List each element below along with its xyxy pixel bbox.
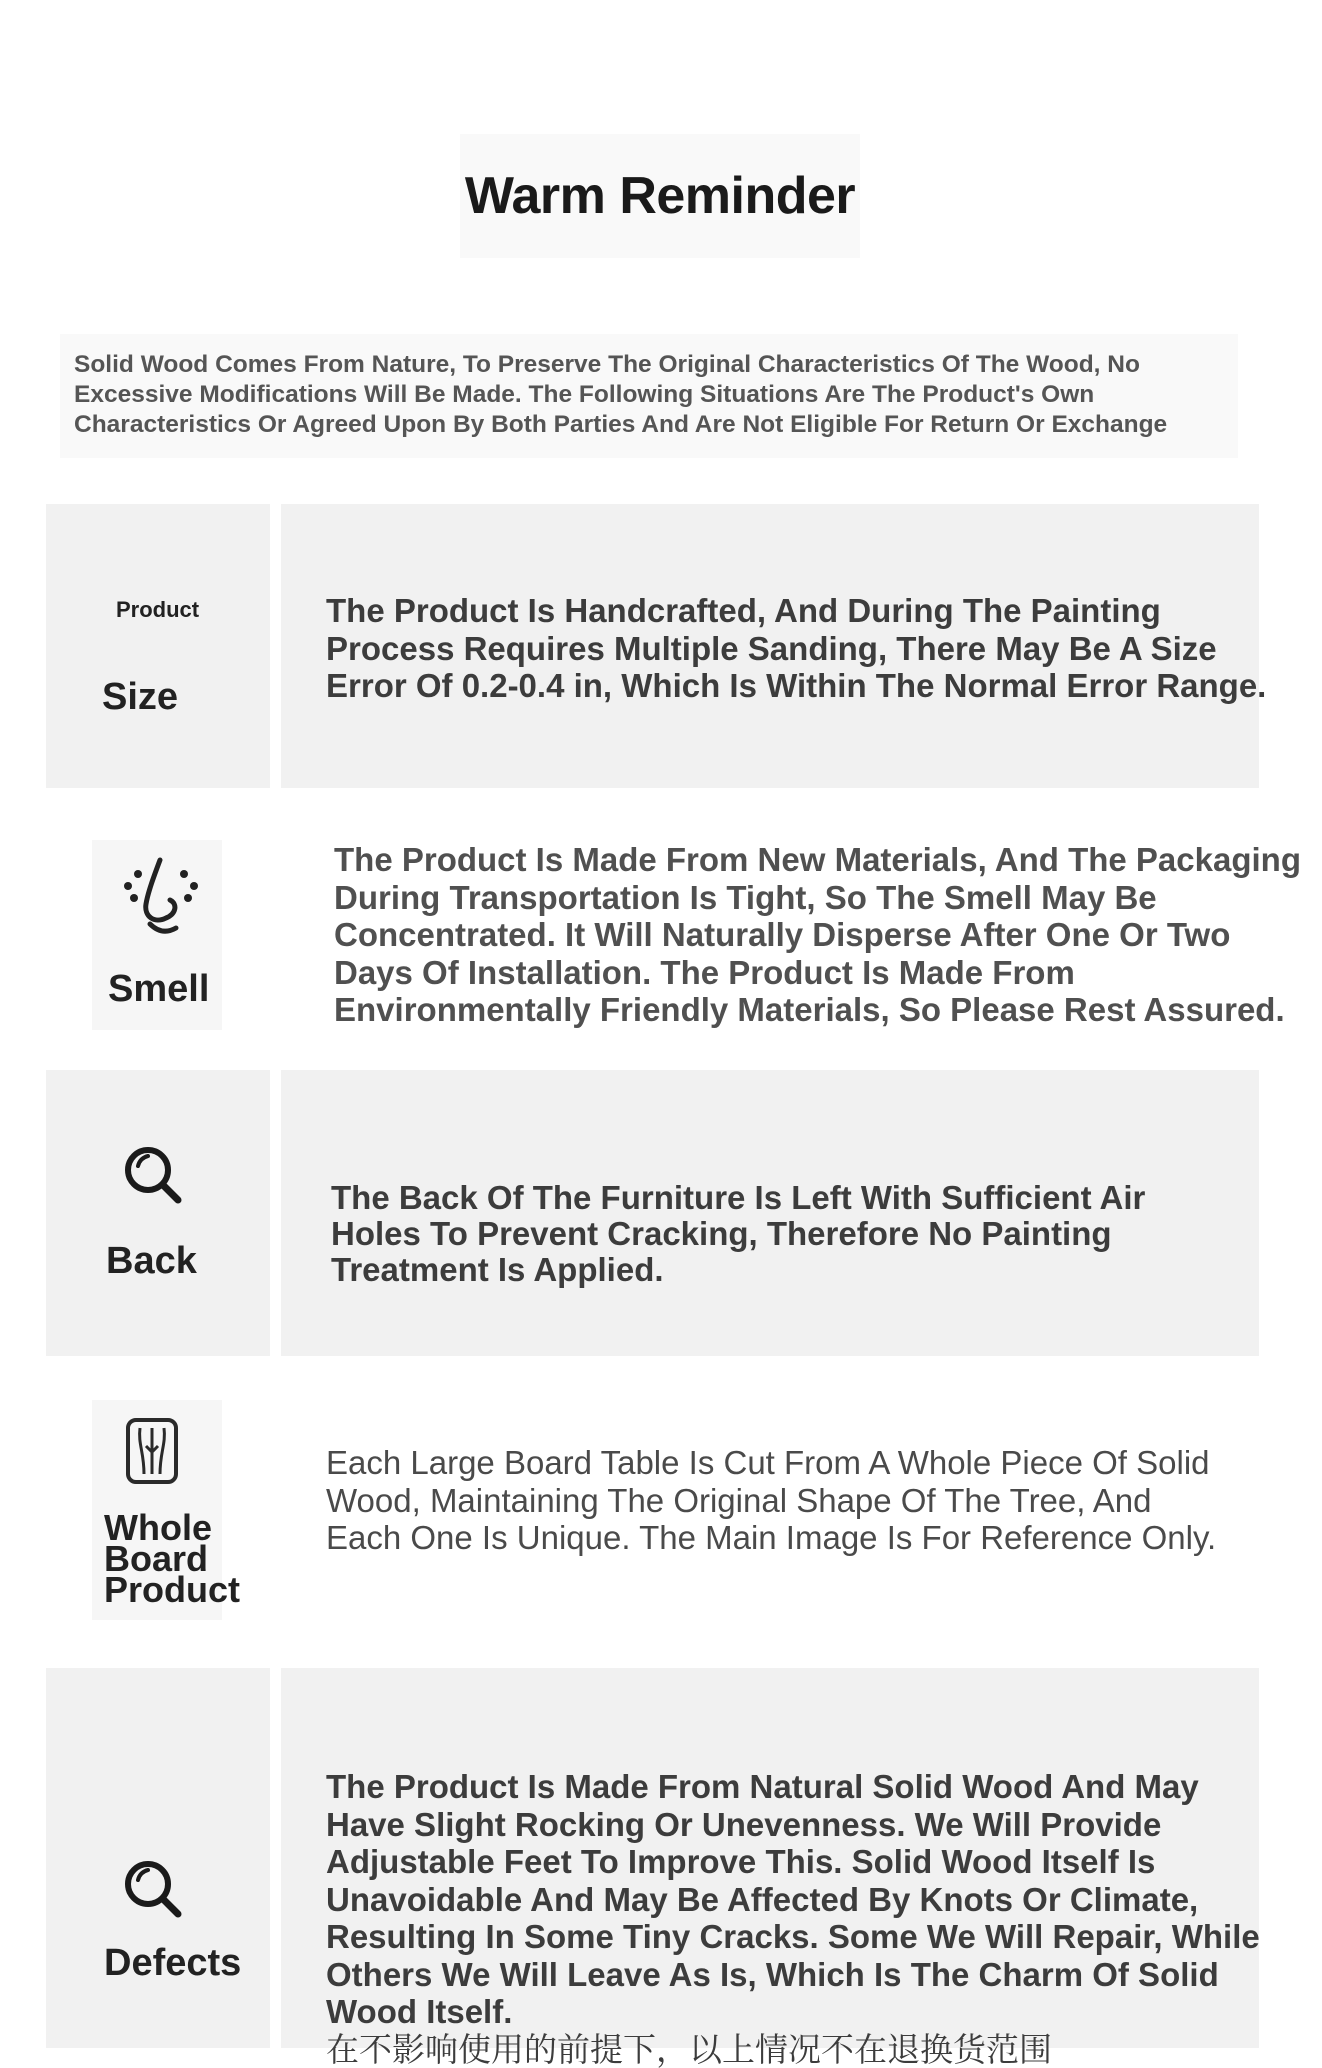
whole-board-text-line: Wood, Maintaining The Original Shape Of The Tree, And	[326, 1482, 1216, 1520]
defects-text	[326, 1768, 1260, 2068]
whole-board-label-line: Product	[104, 1574, 240, 1605]
whole-board-text-line: Each Large Board Table Is Cut From A Whole Piece Of Solid	[326, 1444, 1216, 1482]
smell-text	[334, 841, 1301, 1029]
size-text-line: The Product Is Handcrafted, And During The Painting	[326, 592, 1266, 630]
whole-board-label-line: Board	[104, 1543, 240, 1574]
smell-text-line: Concentrated. It Will Naturally Disperse After One Or Two	[334, 916, 1301, 954]
defects-label: Defects	[104, 1942, 241, 1985]
smell-text-line: Days Of Installation. The Product Is Made From	[334, 954, 1301, 992]
defects-text-line: Adjustable Feet To Improve This. Solid Wood Itself Is	[326, 1843, 1260, 1881]
defects-text-line: Have Slight Rocking Or Unevenness. We Will Provide	[326, 1806, 1260, 1844]
defects-text-line: The Product Is Made From Natural Solid Wood And May	[326, 1768, 1260, 1806]
defects-text-line: Unavoidable And May Be Affected By Knots Or Climate,	[326, 1881, 1260, 1919]
back-label: Back	[106, 1240, 197, 1283]
back-text-line: Holes To Prevent Cracking, Therefore No Painting	[331, 1216, 1145, 1252]
whole-board-text-line: Each One Is Unique. The Main Image Is For Reference Only.	[326, 1519, 1216, 1557]
whole-board-label-line: Whole	[104, 1512, 240, 1543]
back-text	[331, 1180, 1145, 1288]
whole-board-label	[104, 1512, 240, 1605]
defects-text-line: Wood Itself.	[326, 1993, 1260, 2031]
defects-text-line: Others We Will Leave As Is, Which Is The Charm Of Solid	[326, 1956, 1260, 1994]
size-label-panel	[46, 504, 270, 788]
size-text-line: Error Of 0.2-0.4 in, Which Is Within The Normal Error Range.	[326, 667, 1266, 705]
nose-icon	[118, 852, 204, 942]
smell-text-line: Environmentally Friendly Materials, So Please Rest Assured.	[334, 991, 1301, 1029]
wood-board-icon	[124, 1416, 180, 1486]
smell-text-line: During Transportation Is Tight, So The Smell May Be	[334, 879, 1301, 917]
magnifier-icon	[122, 1144, 184, 1206]
whole-board-text	[326, 1444, 1216, 1557]
defects-text-line: 在不影响使用的前提下，以上情况不在退换货范围	[326, 2031, 1260, 2068]
back-text-line: The Back Of The Furniture Is Left With Sufficient Air	[331, 1180, 1145, 1216]
back-label-panel	[46, 1070, 270, 1356]
size-label: Size	[102, 676, 178, 719]
smell-label: Smell	[108, 968, 209, 1011]
size-text	[326, 592, 1266, 705]
intro-paragraph: Solid Wood Comes From Nature, To Preserve The Original Characteristics Of The Wood, No Excessive Modifications Will Be Made. The Following Situations Are The Product's Own Characteristics Or Agreed Upon By Both Parties And Are Not Eligible For Return Or Exchange	[60, 334, 1238, 458]
smell-text-line: The Product Is Made From New Materials, And The Packaging	[334, 841, 1301, 879]
size-sub-label: Product	[116, 597, 199, 623]
page-title: Warm Reminder	[460, 134, 860, 258]
size-text-line: Process Requires Multiple Sanding, There May Be A Size	[326, 630, 1266, 668]
defects-text-line: Resulting In Some Tiny Cracks. Some We Will Repair, While	[326, 1918, 1260, 1956]
back-text-line: Treatment Is Applied.	[331, 1252, 1145, 1288]
magnifier-icon	[122, 1858, 184, 1920]
